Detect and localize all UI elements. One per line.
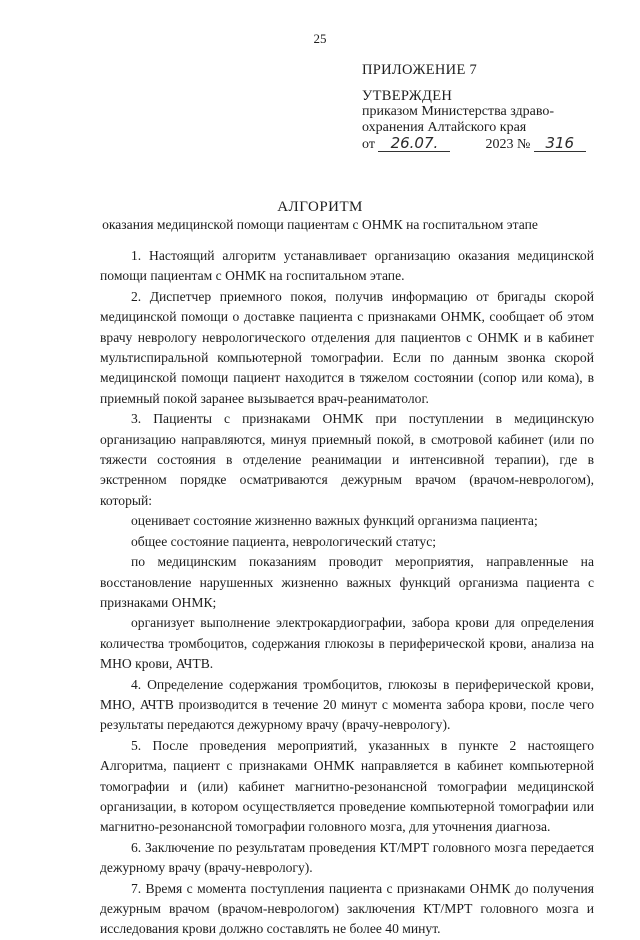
document-subtitle: оказания медицинской помощи пациентам с ОНМК на госпитальном этапе <box>102 217 538 232</box>
date-prefix: от <box>362 137 375 152</box>
paragraph-3-item-3: по медицинским показаниям проводит мероприятия, направленные на восстановление нарушенных жизненно важных функций организма пациента с признаками ОНМК; <box>100 554 594 610</box>
paragraph-1: 1. Настоящий алгоритм устанавливает организацию оказания медицинской помощи пациентам с ОНМК на госпитальном этапе. <box>100 248 594 284</box>
approval-line-1: приказом Министерства здраво- <box>362 104 555 119</box>
paragraph-3-item-1: оценивает состояние жизненно важных функций организма пациента; <box>131 513 538 529</box>
approval-block <box>362 62 632 153</box>
paragraph-2: 2. Диспетчер приемного покоя, получив информацию от бригады скорой медицинской помощи о доставке пациента с признаками ОНМК, сообщает об этом врачу неврологу неврологического отделения для пациентов с ОНМК и в кабинет мультиспиральной компьютерной томографии. Если по данным звонка скорой медицинской помощи пациент находится в тяжелом состоянии (сопор или кома), в приемный покой заранее вызывается врач-реаниматолог. <box>100 288 594 406</box>
paragraph-3-item-4: организует выполнение электрокардиографии, забора крови для определения количества тромбоцитов, содержания глюкозы в периферической крови, анализа на МНО крови, АЧТВ. <box>100 615 594 672</box>
paragraph-3: 3. Пациенты с признаками ОНМК при поступлении в медицинскую организацию направляются, минуя приемный покой, в смотровой кабинет (или по тяжести состояния в отделение реанимации и интенсивной терапии), где в экстренном порядке осматриваются дежурным врачом (врачом-неврологом), который: <box>100 411 594 508</box>
document-title: АЛГОРИТМ <box>277 199 363 215</box>
number-sign: № <box>516 137 531 152</box>
approved-label: УТВЕРЖДЕН <box>362 88 453 104</box>
paragraph-7: 7. Время с момента поступления пациента с признаками ОНМК до получения дежурным врачом (врачом-неврологом) заключения КТ/МРТ головного мозга и исследования крови должно составлять не более 40 минут. <box>100 880 594 937</box>
appendix-label: ПРИЛОЖЕНИЕ 7 <box>362 62 478 78</box>
approval-line-2: охранения Алтайского края <box>362 120 527 135</box>
handwritten-date: 26.07. <box>378 136 450 152</box>
paragraph-5: 5. После проведения мероприятий, указанных в пункте 2 настоящего Алгоритма, пациент с признаками ОНМК направляется в кабинет компьютерной томографии и (или) кабинет магнитно-резонансной томографии медицинской организации, в котором осуществляется проведение компьютерной томографии или магнитно-резонансной томографии головного мозга, для уточнения диагноза. <box>100 737 594 835</box>
document-body <box>100 246 594 940</box>
handwritten-number: 316 <box>534 136 586 152</box>
year: 2023 <box>485 137 514 152</box>
paragraph-4: 4. Определение содержания тромбоцитов, глюкозы в периферической крови, МНО, АЧТВ производится в течение 20 минут с момента забора крови, после чего результаты передаются дежурному врачу (врачу-неврологу). <box>100 676 594 733</box>
page-number: 25 <box>313 31 327 46</box>
approval-date-line <box>362 136 632 153</box>
paragraph-3-item-2: общее состояние пациента, неврологический статус; <box>131 533 437 549</box>
paragraph-6: 6. Заключение по результатам проведения КТ/МРТ головного мозга передается дежурному врачу (врачу-неврологу). <box>100 839 594 876</box>
